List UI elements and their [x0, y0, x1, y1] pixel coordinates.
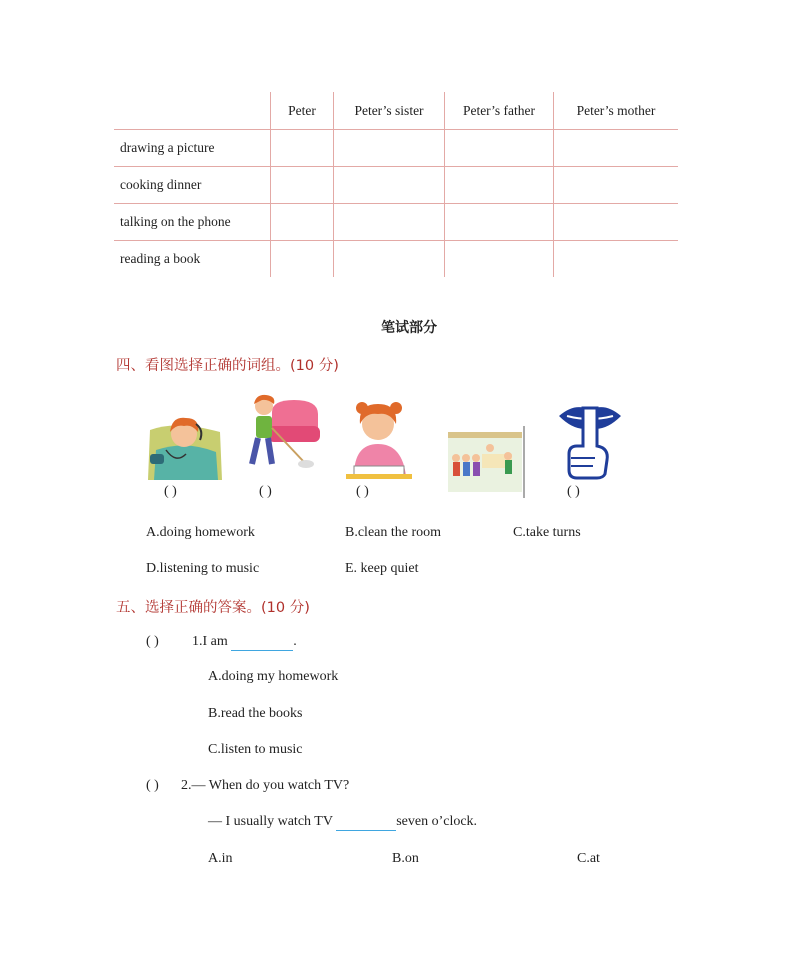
- section5-heading: 五、选择正确的答案。(10 分): [116, 600, 310, 616]
- table-row-label: reading a book: [114, 241, 271, 278]
- q1-line: [192, 634, 297, 651]
- q1-option-a: A.doing my homework: [208, 669, 339, 684]
- q1-answer-blank[interactable]: ( ): [146, 634, 159, 649]
- table-cell[interactable]: [271, 241, 334, 278]
- table-header-peters-father: Peter’s father: [445, 92, 554, 130]
- q1-stem: 1.I am: [192, 634, 228, 649]
- table-cell[interactable]: [554, 130, 679, 167]
- table-cell[interactable]: [554, 241, 679, 278]
- q2-reply-end: seven o’clock.: [396, 814, 478, 829]
- section4-heading: 四、看图选择正确的词组。(10 分): [116, 358, 339, 374]
- keep-quiet-picture: [557, 402, 623, 480]
- table-header-peters-sister: Peter’s sister: [334, 92, 445, 130]
- q2-reply-start: — I usually watch TV: [208, 814, 333, 829]
- table-row: [114, 204, 678, 241]
- girl-on-phone-picture: [146, 410, 224, 482]
- q2-option-a: A.in: [208, 851, 233, 866]
- q2-answer-blank[interactable]: ( ): [146, 778, 159, 793]
- q2-option-b: B.on: [392, 851, 419, 866]
- people-taking-turns-picture: [446, 426, 526, 498]
- table-cell[interactable]: [445, 130, 554, 167]
- q2-fill-blank[interactable]: [336, 814, 396, 831]
- table-header-empty: [114, 92, 271, 130]
- picture1-answer-blank[interactable]: ( ): [164, 484, 177, 499]
- table-cell[interactable]: [334, 130, 445, 167]
- option-b: B.clean the room: [345, 525, 442, 540]
- girl-doing-homework-picture: [340, 396, 416, 480]
- table-header-row: [114, 92, 678, 130]
- picture5-answer-blank[interactable]: ( ): [567, 484, 580, 499]
- table-row-label: drawing a picture: [114, 130, 271, 167]
- table-cell[interactable]: [445, 204, 554, 241]
- activity-table: [114, 92, 678, 277]
- table-cell[interactable]: [271, 204, 334, 241]
- table-cell[interactable]: [271, 167, 334, 204]
- table-row-label: cooking dinner: [114, 167, 271, 204]
- table-row: [114, 167, 678, 204]
- q2-stem: 2.— When do you watch TV?: [181, 778, 350, 793]
- option-c: C.take turns: [513, 525, 581, 540]
- picture3-answer-blank[interactable]: ( ): [356, 484, 369, 499]
- table-cell[interactable]: [554, 167, 679, 204]
- q2-option-c: C.at: [577, 851, 600, 866]
- option-a: A.doing homework: [146, 525, 255, 540]
- table-cell[interactable]: [271, 130, 334, 167]
- picture2-answer-blank[interactable]: ( ): [259, 484, 272, 499]
- table-header-peter: Peter: [271, 92, 334, 130]
- q2-reply-line: [208, 814, 477, 831]
- table-cell[interactable]: [334, 204, 445, 241]
- option-d: D.listening to music: [146, 561, 260, 576]
- q1-end: .: [293, 634, 297, 649]
- q1-fill-blank[interactable]: [231, 634, 293, 651]
- table-cell[interactable]: [334, 241, 445, 278]
- table-cell[interactable]: [334, 167, 445, 204]
- table-cell[interactable]: [445, 241, 554, 278]
- table-row-label: talking on the phone: [114, 204, 271, 241]
- q1-option-c: C.listen to music: [208, 742, 303, 757]
- boy-cleaning-picture: [242, 392, 320, 472]
- table-row: [114, 130, 678, 167]
- written-part-title: 笔试部分: [381, 320, 437, 336]
- table-cell[interactable]: [445, 167, 554, 204]
- table-row: [114, 241, 678, 278]
- q1-option-b: B.read the books: [208, 706, 303, 721]
- table-cell[interactable]: [554, 204, 679, 241]
- option-e: E. keep quiet: [345, 561, 419, 576]
- table-header-peters-mother: Peter’s mother: [554, 92, 679, 130]
